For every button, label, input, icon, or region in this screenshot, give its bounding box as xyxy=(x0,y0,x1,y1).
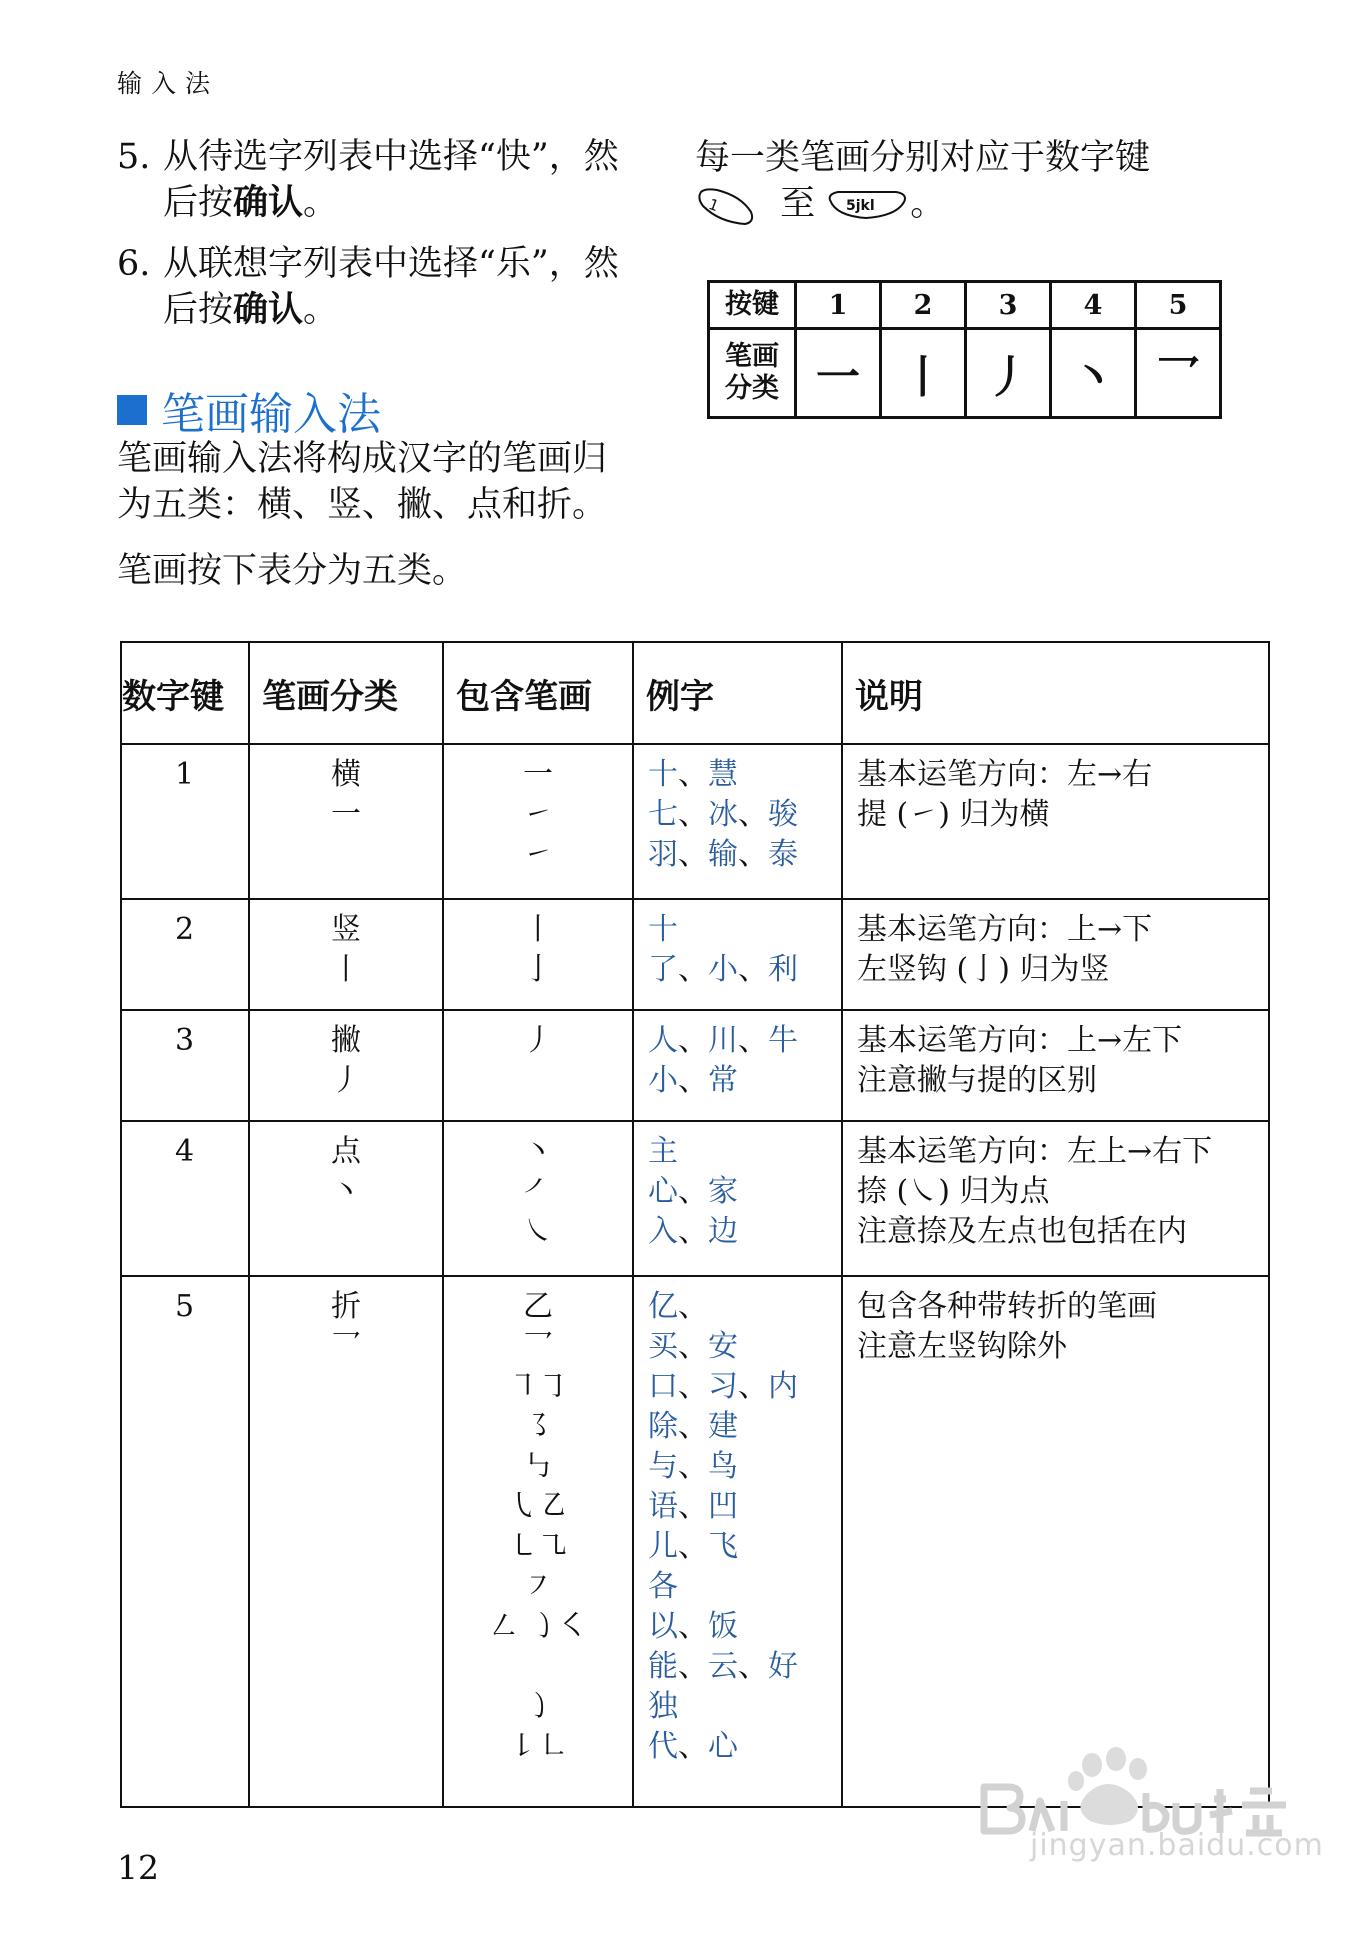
step-text-end: 。 xyxy=(303,290,339,330)
cell-category-line: 一 xyxy=(331,797,361,832)
key-1-icon xyxy=(695,186,769,226)
mapping-end: 。 xyxy=(910,184,946,224)
cell-category-line: 乛 xyxy=(331,1329,361,1364)
header-strokes: 包含笔画 xyxy=(443,642,633,744)
cell-strokes xyxy=(443,899,633,1010)
cell-strokes xyxy=(443,1010,633,1121)
table-row xyxy=(121,744,1269,899)
cell-examples-line: 独 xyxy=(648,1689,678,1724)
cell-examples-line: 入、边 xyxy=(648,1214,738,1249)
step-number: 5. xyxy=(117,137,151,177)
stroke-row xyxy=(709,329,1221,418)
cell-category-line: 横 xyxy=(331,757,361,792)
key-cell: 2 xyxy=(881,282,966,329)
cell-strokes xyxy=(443,1121,633,1276)
cell-strokes-line: 乛 xyxy=(523,1329,553,1364)
mapping-line-1: 每一类笔画分别对应于数字键 xyxy=(695,138,1151,178)
cell-strokes-line: ㇄㇈ xyxy=(508,1529,568,1564)
cell-examples-line: 了、小、利 xyxy=(648,952,798,987)
cell-examples xyxy=(633,1121,842,1276)
cell-strokes-line: ㇜ ㇁㇛ xyxy=(488,1609,588,1644)
intro-paragraph-2: 笔画按下表分为五类。 xyxy=(117,551,468,591)
cell-description-line: 基本运笔方向：上→下 xyxy=(857,912,1153,947)
cell-examples-line: 人、川、牛 xyxy=(648,1023,798,1058)
intro-text xyxy=(117,436,657,614)
cell-description-line: 左竖钩 (亅) 归为竖 xyxy=(857,952,1110,987)
cell-category-line: 丿 xyxy=(331,1063,361,1098)
cell-description-line: 注意撇与提的区别 xyxy=(857,1063,1097,1098)
cell-examples-line: 小、常 xyxy=(648,1063,738,1098)
intro-line-2: 为五类：横、竖、撇、点和折。 xyxy=(117,485,608,525)
header-category: 笔画分类 xyxy=(249,642,443,744)
mapping-to: 至 xyxy=(780,184,816,224)
steps-list xyxy=(117,135,657,349)
key-5-label: 5jkl xyxy=(846,197,875,214)
cell-examples xyxy=(633,1010,842,1121)
cell-key-line: 4 xyxy=(174,1134,195,1169)
cell-examples xyxy=(633,899,842,1010)
stroke-row-label-1: 笔画 xyxy=(725,341,779,372)
table-body xyxy=(121,744,1269,1807)
cell-description-line: 提 (㇀) 归为横 xyxy=(857,797,1050,832)
cell-strokes-line: 亅 xyxy=(523,952,553,987)
cell-strokes-line: ㇉ xyxy=(523,1449,553,1484)
cell-key-line: 3 xyxy=(174,1023,195,1058)
cell-examples-line: 亿、 xyxy=(648,1289,708,1324)
header-description: 说明 xyxy=(842,642,1269,744)
cell-strokes xyxy=(443,1276,633,1807)
cell-strokes-line: 丨 xyxy=(523,912,553,947)
cell-category-line: 竖 xyxy=(331,912,361,947)
cell-examples-line: 除、建 xyxy=(648,1409,738,1444)
cell-strokes-line: 丿 xyxy=(523,1023,553,1058)
stroke-category-table xyxy=(120,641,1270,1808)
cell-strokes-line: 乙 xyxy=(523,1289,553,1324)
cell-examples-line: 主 xyxy=(648,1134,678,1169)
intro-paragraph-1 xyxy=(117,436,657,528)
cell-strokes-line: 丶 xyxy=(523,1134,553,1169)
cell-strokes-line: ㇏ xyxy=(523,1214,553,1249)
step-text xyxy=(163,242,657,333)
cell-strokes-line: ㇒ xyxy=(523,1174,553,1209)
cell-description-line: 基本运笔方向：左→右 xyxy=(857,757,1153,792)
key-5-icon xyxy=(826,186,910,226)
step-text-line2: 后按 xyxy=(163,183,234,223)
cell-examples-line: 七、冰、骏 xyxy=(648,797,798,832)
cell-strokes-line: 一 xyxy=(523,757,553,792)
stroke-cell: 丨 xyxy=(881,329,966,418)
key-cell: 4 xyxy=(1051,282,1136,329)
square-bullet-icon xyxy=(117,395,147,425)
cell-strokes-line: ㇀ xyxy=(523,837,553,872)
cell-key xyxy=(121,744,249,899)
cell-strokes xyxy=(443,744,633,899)
cell-category-line: 丶 xyxy=(331,1174,361,1209)
cell-category-line: 丨 xyxy=(331,952,361,987)
cell-examples-line: 各 xyxy=(648,1569,678,1604)
baidu-jingyan-logo xyxy=(970,1745,1310,1895)
step-text-line1: 从联想字列表中选择“乐”，然 xyxy=(163,244,619,284)
section-heading xyxy=(117,378,381,442)
cell-category xyxy=(249,1121,443,1276)
stroke-cell: 一 xyxy=(796,329,881,418)
table-row xyxy=(121,1276,1269,1807)
table-row xyxy=(121,899,1269,1010)
key-row-label: 按键 xyxy=(709,282,796,329)
key-row xyxy=(709,282,1221,329)
cell-examples-line: 儿、飞 xyxy=(648,1529,738,1564)
cell-strokes-line: ㇕㇆ xyxy=(508,1369,568,1404)
cell-examples-line: 以、饭 xyxy=(648,1609,738,1644)
cell-description xyxy=(842,1121,1269,1276)
cell-category-line: 点 xyxy=(331,1134,361,1169)
cell-strokes-line xyxy=(445,1647,631,1687)
page-number: 12 xyxy=(117,1848,159,1887)
cell-examples-line: 买、安 xyxy=(648,1329,738,1364)
cell-description-line: 基本运笔方向：上→左下 xyxy=(857,1023,1183,1058)
step-text-end: 。 xyxy=(303,183,339,223)
cell-description-line: 基本运笔方向：左上→右下 xyxy=(857,1134,1213,1169)
cell-description-line: 注意捺及左点也包括在内 xyxy=(857,1214,1187,1249)
cell-strokes-line: ㇙㇗ xyxy=(508,1729,568,1764)
cell-category xyxy=(249,1010,443,1121)
cell-examples-line: 与、鸟 xyxy=(648,1449,738,1484)
cell-examples-line: 口、习、内 xyxy=(648,1369,798,1404)
cell-key-line: 5 xyxy=(174,1289,195,1324)
cell-examples-line: 十 xyxy=(648,912,678,947)
key-cell: 1 xyxy=(796,282,881,329)
table-row xyxy=(121,1121,1269,1276)
section-title: 笔画输入法 xyxy=(161,389,381,440)
header-examples: 例字 xyxy=(633,642,842,744)
cell-category-line: 撇 xyxy=(331,1023,361,1058)
cell-examples-line: 语、凹 xyxy=(648,1489,738,1524)
cell-description xyxy=(842,1276,1269,1807)
confirm-label: 确认 xyxy=(233,289,304,330)
cell-category-line: 折 xyxy=(331,1289,361,1324)
cell-strokes-line: ㇌ xyxy=(523,1409,553,1444)
cell-strokes-line: ㇁ xyxy=(523,1689,553,1724)
step-text-line2: 后按 xyxy=(163,290,234,330)
cell-description xyxy=(842,899,1269,1010)
cell-category xyxy=(249,899,443,1010)
page-header: 输入法 xyxy=(117,69,220,98)
cell-key-line: 1 xyxy=(174,757,195,792)
table-row xyxy=(121,1010,1269,1121)
header-key: 数字键 xyxy=(121,642,249,744)
cell-examples xyxy=(633,744,842,899)
cell-description xyxy=(842,744,1269,899)
cell-examples-line: 心、家 xyxy=(648,1174,738,1209)
intro-line-1: 笔画输入法将构成汉字的笔画归 xyxy=(117,439,608,479)
step-text xyxy=(163,135,657,226)
cell-category xyxy=(249,744,443,899)
stroke-cell: 乛 xyxy=(1136,329,1221,418)
cell-description-line: 注意左竖钩除外 xyxy=(857,1329,1067,1364)
key-cell: 3 xyxy=(966,282,1051,329)
watermark-text: jingyan.baidu.com xyxy=(1030,1828,1324,1863)
stroke-row-label xyxy=(709,329,796,418)
stroke-row-label-2: 分类 xyxy=(725,373,779,404)
step-5 xyxy=(117,135,657,226)
key-stroke-table xyxy=(707,280,1222,419)
cell-description xyxy=(842,1010,1269,1121)
cell-strokes-line: ㇀ xyxy=(523,797,553,832)
key-mapping-text xyxy=(695,135,1295,227)
cell-examples-line: 羽、输、泰 xyxy=(648,837,798,872)
step-6 xyxy=(117,242,657,333)
stroke-cell: 丶 xyxy=(1051,329,1136,418)
confirm-label: 确认 xyxy=(233,182,304,223)
cell-key xyxy=(121,1010,249,1121)
key-cell: 5 xyxy=(1136,282,1221,329)
table-header-row xyxy=(121,642,1269,744)
cell-key xyxy=(121,899,249,1010)
step-number: 6. xyxy=(117,244,151,284)
cell-category xyxy=(249,1276,443,1807)
cell-examples-line: 代、心 xyxy=(648,1729,738,1764)
stroke-cell: 丿 xyxy=(966,329,1051,418)
cell-strokes-line: ㇂㇠ xyxy=(508,1489,568,1524)
cell-key xyxy=(121,1121,249,1276)
cell-key-line: 2 xyxy=(174,912,195,947)
cell-key xyxy=(121,1276,249,1807)
step-text-line1: 从待选字列表中选择“快”，然 xyxy=(163,137,619,177)
cell-description-line: 捺 (㇏) 归为点 xyxy=(857,1174,1050,1209)
cell-examples-line: 十、慧 xyxy=(648,757,738,792)
key-1-label: 1 xyxy=(706,194,722,215)
cell-examples-line: 能、云、好 xyxy=(648,1649,798,1684)
cell-strokes-line: ㇇ xyxy=(523,1569,553,1604)
cell-description-line: 包含各种带转折的笔画 xyxy=(857,1289,1157,1324)
cell-examples xyxy=(633,1276,842,1807)
